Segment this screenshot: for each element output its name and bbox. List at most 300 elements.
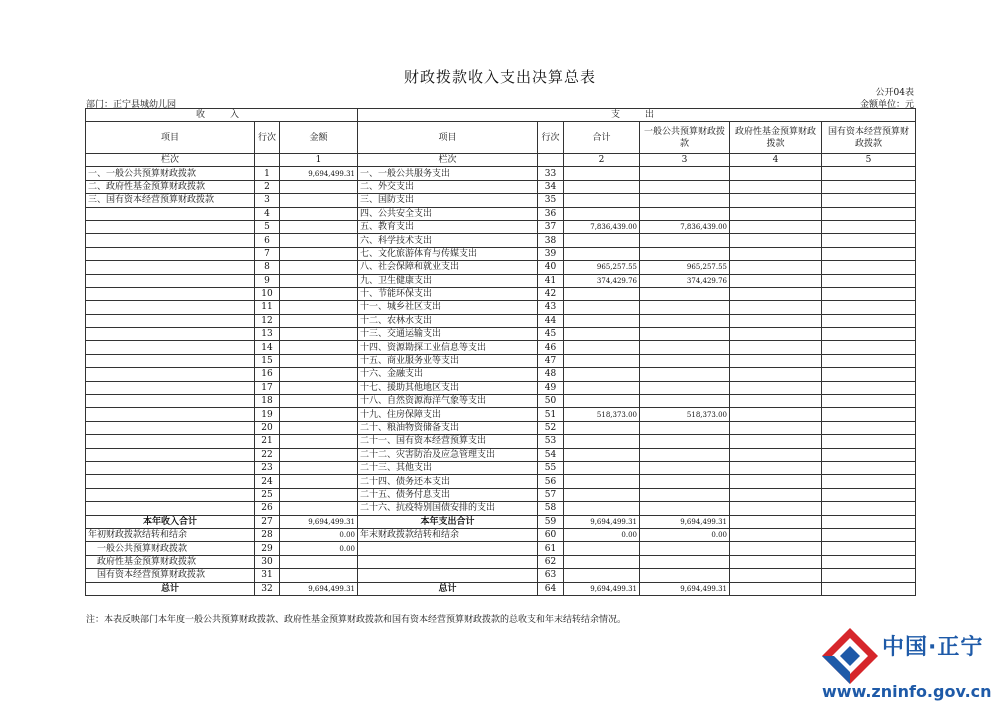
income-line-cell: 12 (255, 314, 280, 327)
fund-amount-cell (730, 368, 822, 381)
col-number: 5 (822, 154, 916, 167)
general-amount-cell (640, 461, 730, 474)
table-row (86, 515, 916, 528)
total-amount-cell (564, 207, 640, 220)
state-amount-cell (822, 421, 916, 434)
column-number-row (86, 154, 916, 167)
form-number: 公开04表 (875, 88, 914, 98)
state-amount-cell (822, 261, 916, 274)
total-amount-cell (564, 287, 640, 300)
total-amount-cell (564, 301, 640, 314)
expense-line-cell: 37 (538, 220, 564, 233)
general-amount-cell: 9,694,499.31 (640, 515, 730, 528)
expense-line-cell: 42 (538, 287, 564, 300)
income-item-cell: 一、一般公共预算财政拨款 (86, 167, 255, 180)
state-capital-header: 国有资本经营预算财政拨款 (822, 122, 916, 154)
expense-line-cell: 47 (538, 354, 564, 367)
general-amount-cell (640, 287, 730, 300)
general-amount-cell (640, 314, 730, 327)
income-item-cell (86, 207, 255, 220)
general-amount-cell: 965,257.55 (640, 261, 730, 274)
unit-label: 金额单位：元 (859, 100, 914, 110)
expense-item-cell: 二十四、债务还本支出 (358, 475, 538, 488)
expense-line-cell: 51 (538, 408, 564, 421)
general-amount-cell (640, 395, 730, 408)
income-amount-cell (280, 220, 358, 233)
fund-amount-cell (730, 582, 822, 595)
income-line-cell: 8 (255, 261, 280, 274)
expense-item-cell: 七、文化旅游体育与传媒支出 (358, 247, 538, 260)
state-amount-cell (822, 247, 916, 260)
col-number-empty (538, 154, 564, 167)
expense-line-cell: 36 (538, 207, 564, 220)
income-line-cell: 24 (255, 475, 280, 488)
income-amount-cell (280, 207, 358, 220)
table-row (86, 261, 916, 274)
fund-amount-cell (730, 528, 822, 541)
income-item-cell (86, 461, 255, 474)
income-line-cell: 22 (255, 448, 280, 461)
income-line-cell: 1 (255, 167, 280, 180)
fund-amount-cell (730, 475, 822, 488)
total-amount-cell: 7,836,439.00 (564, 220, 640, 233)
table-row (86, 502, 916, 515)
income-line-cell: 26 (255, 502, 280, 515)
state-amount-cell (822, 207, 916, 220)
expense-item-cell: 二十三、其他支出 (358, 461, 538, 474)
income-item-cell: 一般公共预算财政拨款 (86, 542, 255, 555)
income-amount-cell (280, 261, 358, 274)
expense-line-cell: 55 (538, 461, 564, 474)
fund-amount-cell (730, 167, 822, 180)
expense-line-cell: 62 (538, 555, 564, 568)
general-amount-cell (640, 301, 730, 314)
expense-line-cell: 57 (538, 488, 564, 501)
fund-amount-cell (730, 408, 822, 421)
table-row (86, 408, 916, 421)
table-row (86, 180, 916, 193)
total-amount-cell: 518,373.00 (564, 408, 640, 421)
income-amount-cell (280, 381, 358, 394)
general-amount-cell (640, 368, 730, 381)
zhengning-logo-icon (820, 626, 880, 686)
expense-line-cell: 52 (538, 421, 564, 434)
general-amount-cell (640, 354, 730, 367)
expense-item-cell: 三、国防支出 (358, 194, 538, 207)
expense-item-cell: 本年支出合计 (358, 515, 538, 528)
expense-line-cell: 41 (538, 274, 564, 287)
income-item-cell: 国有资本经营预算财政拨款 (86, 569, 255, 582)
expense-line-cell: 58 (538, 502, 564, 515)
fund-amount-cell (730, 395, 822, 408)
col-number: 4 (730, 154, 822, 167)
expense-item-cell: 八、社会保障和就业支出 (358, 261, 538, 274)
fund-amount-cell (730, 542, 822, 555)
income-item-cell (86, 261, 255, 274)
expense-item-cell: 总计 (358, 582, 538, 595)
state-amount-cell (822, 435, 916, 448)
expense-item-cell: 十三、交通运输支出 (358, 328, 538, 341)
general-amount-cell (640, 328, 730, 341)
state-amount-cell (822, 314, 916, 327)
expense-item-cell: 十八、自然资源海洋气象等支出 (358, 395, 538, 408)
general-amount-cell (640, 542, 730, 555)
expense-item-cell: 十九、住房保障支出 (358, 408, 538, 421)
expense-item-cell: 二十一、国有资本经营预算支出 (358, 435, 538, 448)
col-label-income: 栏次 (86, 154, 255, 167)
expense-item-cell: 四、公共安全支出 (358, 207, 538, 220)
income-amount-cell (280, 234, 358, 247)
expense-line-cell: 50 (538, 395, 564, 408)
fund-amount-cell (730, 194, 822, 207)
table-row (86, 381, 916, 394)
table-row (86, 220, 916, 233)
income-item-cell: 本年收入合计 (86, 515, 255, 528)
table-row (86, 475, 916, 488)
expense-item-cell: 二、外交支出 (358, 180, 538, 193)
table-row (86, 569, 916, 582)
state-amount-cell (822, 368, 916, 381)
total-amount-cell (564, 502, 640, 515)
state-amount-cell (822, 475, 916, 488)
total-amount-cell (564, 569, 640, 582)
income-amount-cell (280, 448, 358, 461)
expense-line-cell: 56 (538, 475, 564, 488)
table-row (86, 341, 916, 354)
state-amount-cell (822, 328, 916, 341)
general-amount-cell: 374,429.76 (640, 274, 730, 287)
expense-item-cell: 十六、金融支出 (358, 368, 538, 381)
expense-line-cell: 33 (538, 167, 564, 180)
expense-line-cell: 59 (538, 515, 564, 528)
fund-amount-cell (730, 448, 822, 461)
income-item-cell (86, 435, 255, 448)
income-header: 收 入 (86, 109, 358, 122)
income-amount-cell (280, 421, 358, 434)
income-amount-cell (280, 569, 358, 582)
fund-amount-cell (730, 328, 822, 341)
fund-amount-cell (730, 234, 822, 247)
total-amount-cell (564, 368, 640, 381)
table-row (86, 421, 916, 434)
income-line-cell: 17 (255, 381, 280, 394)
table-row (86, 301, 916, 314)
table-row (86, 395, 916, 408)
income-item-header: 项目 (86, 122, 255, 154)
income-line-cell: 25 (255, 488, 280, 501)
table-row (86, 368, 916, 381)
expense-item-cell: 二十六、抗疫特别国债安排的支出 (358, 502, 538, 515)
general-amount-cell (640, 341, 730, 354)
total-amount-cell (564, 314, 640, 327)
expense-line-cell: 38 (538, 234, 564, 247)
income-item-cell: 政府性基金预算财政拨款 (86, 555, 255, 568)
table-row (86, 461, 916, 474)
state-amount-cell (822, 515, 916, 528)
department-label: 部门：正宁县城幼儿园 (86, 100, 177, 110)
general-amount-cell: 0.00 (640, 528, 730, 541)
expense-line-cell: 35 (538, 194, 564, 207)
income-amount-cell (280, 475, 358, 488)
total-amount-cell: 374,429.76 (564, 274, 640, 287)
total-header: 合计 (564, 122, 640, 154)
income-line-cell: 28 (255, 528, 280, 541)
table-row (86, 528, 916, 541)
col-number-empty (255, 154, 280, 167)
fund-budget-header: 政府性基金预算财政拨款 (730, 122, 822, 154)
fund-amount-cell (730, 502, 822, 515)
income-item-cell (86, 341, 255, 354)
total-amount-cell (564, 354, 640, 367)
income-item-cell (86, 287, 255, 300)
table-row (86, 582, 916, 595)
expense-line-cell: 44 (538, 314, 564, 327)
fund-amount-cell (730, 354, 822, 367)
income-line-cell: 20 (255, 421, 280, 434)
income-line-cell: 29 (255, 542, 280, 555)
total-amount-cell (564, 395, 640, 408)
table-row (86, 247, 916, 260)
expense-item-cell: 十四、资源勘探工业信息等支出 (358, 341, 538, 354)
col-label-expense: 栏次 (358, 154, 538, 167)
footnote: 注：本表反映部门本年度一般公共预算财政拨款、政府性基金预算财政拨款和国有资本经营预算财政拨款的总收支和年末结转结余情况。 (86, 615, 627, 625)
income-amount-cell (280, 274, 358, 287)
total-amount-cell (564, 328, 640, 341)
state-amount-cell (822, 381, 916, 394)
col-number: 3 (640, 154, 730, 167)
general-amount-cell (640, 488, 730, 501)
income-amount-cell (280, 555, 358, 568)
income-item-cell: 三、国有资本经营预算财政拨款 (86, 194, 255, 207)
income-line-cell: 27 (255, 515, 280, 528)
income-item-cell: 总计 (86, 582, 255, 595)
total-amount-cell: 965,257.55 (564, 261, 640, 274)
fund-amount-cell (730, 488, 822, 501)
fund-amount-cell (730, 220, 822, 233)
state-amount-cell (822, 341, 916, 354)
fund-amount-cell (730, 247, 822, 260)
income-amount-cell: 0.00 (280, 542, 358, 555)
income-item-cell (86, 274, 255, 287)
state-amount-cell (822, 180, 916, 193)
income-line-cell: 14 (255, 341, 280, 354)
income-item-cell: 年初财政拨款结转和结余 (86, 528, 255, 541)
general-amount-cell (640, 207, 730, 220)
expense-item-cell (358, 555, 538, 568)
total-amount-cell (564, 234, 640, 247)
col-number: 1 (280, 154, 358, 167)
general-amount-cell (640, 555, 730, 568)
income-line-cell: 19 (255, 408, 280, 421)
income-amount-header: 金额 (280, 122, 358, 154)
income-item-cell (86, 488, 255, 501)
fund-amount-cell (730, 381, 822, 394)
state-amount-cell (822, 408, 916, 421)
state-amount-cell (822, 448, 916, 461)
general-amount-cell (640, 381, 730, 394)
expense-item-cell: 二十二、灾害防治及应急管理支出 (358, 448, 538, 461)
total-amount-cell (564, 180, 640, 193)
general-amount-cell (640, 194, 730, 207)
income-item-cell (86, 408, 255, 421)
income-amount-cell (280, 488, 358, 501)
general-amount-cell (640, 435, 730, 448)
fund-amount-cell (730, 461, 822, 474)
total-amount-cell (564, 421, 640, 434)
expense-line-header: 行次 (538, 122, 564, 154)
table-row (86, 234, 916, 247)
total-amount-cell (564, 542, 640, 555)
state-amount-cell (822, 274, 916, 287)
site-logo[interactable] (818, 622, 993, 704)
state-amount-cell (822, 502, 916, 515)
state-amount-cell (822, 461, 916, 474)
total-amount-cell: 0.00 (564, 528, 640, 541)
income-item-cell (86, 354, 255, 367)
income-item-cell (86, 301, 255, 314)
fund-amount-cell (730, 555, 822, 568)
income-line-cell: 7 (255, 247, 280, 260)
income-amount-cell: 9,694,499.31 (280, 167, 358, 180)
income-line-cell: 21 (255, 435, 280, 448)
income-amount-cell (280, 180, 358, 193)
total-amount-cell (564, 488, 640, 501)
expense-header: 支 出 (358, 109, 916, 122)
fund-amount-cell (730, 314, 822, 327)
income-line-cell: 9 (255, 274, 280, 287)
total-amount-cell (564, 475, 640, 488)
general-amount-cell (640, 502, 730, 515)
state-amount-cell (822, 542, 916, 555)
expense-item-cell: 十一、城乡社区支出 (358, 301, 538, 314)
table-row (86, 448, 916, 461)
expense-item-cell (358, 569, 538, 582)
state-amount-cell (822, 569, 916, 582)
expense-item-cell: 年末财政拨款结转和结余 (358, 528, 538, 541)
total-amount-cell (564, 341, 640, 354)
expense-item-cell: 九、卫生健康支出 (358, 274, 538, 287)
state-amount-cell (822, 167, 916, 180)
income-item-cell (86, 475, 255, 488)
page-title: 财政拨款收入支出决算总表 (403, 68, 596, 86)
expense-item-cell: 五、教育支出 (358, 220, 538, 233)
fund-amount-cell (730, 435, 822, 448)
income-amount-cell: 9,694,499.31 (280, 582, 358, 595)
income-line-cell: 32 (255, 582, 280, 595)
table-row (86, 274, 916, 287)
income-amount-cell (280, 408, 358, 421)
income-line-cell: 31 (255, 569, 280, 582)
income-amount-cell (280, 341, 358, 354)
income-item-cell (86, 395, 255, 408)
expense-line-cell: 34 (538, 180, 564, 193)
expense-line-cell: 46 (538, 341, 564, 354)
expense-item-header: 项目 (358, 122, 538, 154)
income-line-cell: 13 (255, 328, 280, 341)
general-amount-cell: 7,836,439.00 (640, 220, 730, 233)
general-amount-cell (640, 167, 730, 180)
general-amount-cell: 518,373.00 (640, 408, 730, 421)
fund-amount-cell (730, 421, 822, 434)
expense-line-cell: 60 (538, 528, 564, 541)
total-amount-cell: 9,694,499.31 (564, 515, 640, 528)
income-line-cell: 10 (255, 287, 280, 300)
expense-item-cell: 六、科学技术支出 (358, 234, 538, 247)
fund-amount-cell (730, 207, 822, 220)
total-amount-cell (564, 555, 640, 568)
total-amount-cell (564, 247, 640, 260)
state-amount-cell (822, 234, 916, 247)
state-amount-cell (822, 395, 916, 408)
income-amount-cell (280, 287, 358, 300)
general-amount-cell (640, 234, 730, 247)
income-item-cell (86, 381, 255, 394)
col-number: 2 (564, 154, 640, 167)
income-amount-cell (280, 435, 358, 448)
income-amount-cell (280, 194, 358, 207)
expense-line-cell: 39 (538, 247, 564, 260)
expense-line-cell: 43 (538, 301, 564, 314)
table-row (86, 488, 916, 501)
income-amount-cell (280, 314, 358, 327)
budget-table (85, 108, 916, 596)
income-line-cell: 16 (255, 368, 280, 381)
logo-name: 中国·正宁 (882, 635, 984, 660)
table-row (86, 167, 916, 180)
general-amount-cell (640, 247, 730, 260)
general-amount-cell: 9,694,499.31 (640, 582, 730, 595)
header-row-sections (86, 109, 916, 122)
state-amount-cell (822, 354, 916, 367)
table-row (86, 354, 916, 367)
fund-amount-cell (730, 515, 822, 528)
income-amount-cell (280, 395, 358, 408)
income-amount-cell (280, 301, 358, 314)
total-amount-cell (564, 435, 640, 448)
fund-amount-cell (730, 301, 822, 314)
total-amount-cell (564, 167, 640, 180)
income-item-cell (86, 328, 255, 341)
expense-line-cell: 49 (538, 381, 564, 394)
income-item-cell: 二、政府性基金预算财政拨款 (86, 180, 255, 193)
expense-item-cell: 一、一般公共服务支出 (358, 167, 538, 180)
expense-item-cell: 十七、援助其他地区支出 (358, 381, 538, 394)
income-item-cell (86, 234, 255, 247)
income-line-cell: 30 (255, 555, 280, 568)
total-amount-cell (564, 461, 640, 474)
income-amount-cell (280, 247, 358, 260)
expense-line-cell: 64 (538, 582, 564, 595)
total-amount-cell (564, 448, 640, 461)
expense-item-cell: 十五、商业服务业等支出 (358, 354, 538, 367)
logo-url: www.zninfo.gov.cn (822, 682, 992, 701)
total-amount-cell (564, 381, 640, 394)
expense-item-cell: 二十五、债务付息支出 (358, 488, 538, 501)
table-row (86, 542, 916, 555)
general-amount-cell (640, 475, 730, 488)
fund-amount-cell (730, 569, 822, 582)
table-row (86, 435, 916, 448)
income-line-cell: 23 (255, 461, 280, 474)
expense-item-cell: 十、节能环保支出 (358, 287, 538, 300)
table-row (86, 207, 916, 220)
income-line-cell: 11 (255, 301, 280, 314)
expense-line-cell: 40 (538, 261, 564, 274)
income-line-cell: 6 (255, 234, 280, 247)
state-amount-cell (822, 555, 916, 568)
income-amount-cell: 0.00 (280, 528, 358, 541)
income-amount-cell: 9,694,499.31 (280, 515, 358, 528)
